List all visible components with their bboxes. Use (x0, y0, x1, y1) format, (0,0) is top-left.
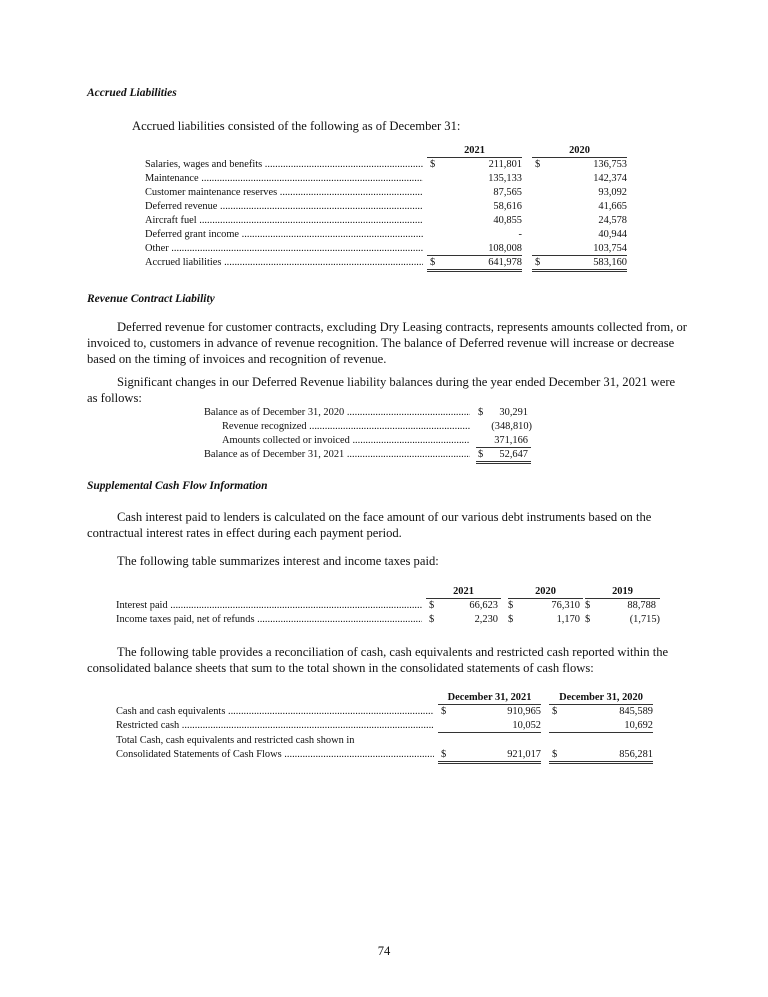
row-label: Salaries, wages and benefits ..... (145, 159, 423, 171)
value-dec-2020: 845,589 (619, 706, 653, 717)
value-dec-2020: 10,692 (624, 720, 653, 731)
row-label: Customer maintenance reserves ..... (145, 187, 423, 199)
row-label: Deferred grant income ..... (145, 229, 423, 241)
dollar-sign: $ (535, 159, 541, 170)
row-label: Income taxes paid, net of refunds ..... (116, 614, 422, 626)
dollar-sign: $ (429, 600, 435, 611)
cash-reconciliation-table (116, 692, 661, 767)
subtotal-rule (549, 732, 653, 733)
value-2020: 76,310 (551, 600, 580, 611)
dollar-sign: $ (508, 614, 514, 625)
accrued-liabilities-table (145, 145, 655, 280)
value-2020: 93,092 (598, 187, 627, 198)
total-double-rule (549, 761, 653, 764)
total-double-rule (476, 461, 531, 464)
total-dec-2020: 856,281 (619, 749, 653, 760)
subtotal-rule (476, 447, 531, 448)
interest-taxes-intro: The following table summarizes interest and income taxes paid: (117, 554, 439, 568)
row-value: (348,810) (491, 421, 532, 432)
row-label: Amounts collected or invoiced ..... (222, 435, 470, 447)
dollar-sign: $ (429, 614, 435, 625)
table-row (145, 173, 655, 185)
value-2019: 88,788 (627, 600, 656, 611)
column-header-2020: 2020 (532, 145, 627, 158)
revenue-contract-heading: Revenue Contract Liability (87, 293, 215, 305)
row-label: Balance as of December 31, 2020 ..... (204, 407, 470, 419)
accrued-intro-text: Accrued liabilities consisted of the following as of December 31: (132, 119, 461, 133)
value-2019: (1,715) (629, 614, 660, 625)
value-dec-2021: 10,052 (512, 720, 541, 731)
total-double-rule (532, 269, 627, 272)
dollar-sign: $ (552, 706, 558, 717)
value-dec-2021: 910,965 (507, 706, 541, 717)
row-label: Cash and cash equivalents ..... (116, 706, 434, 718)
value-2021: 108,008 (488, 243, 522, 254)
value-2020: 142,374 (593, 173, 627, 184)
value-2020: 24,578 (598, 215, 627, 226)
row-label: Other ..... (145, 243, 423, 255)
table-row-total (204, 449, 544, 461)
row-label: Revenue recognized ..... (222, 421, 470, 433)
value-2021: 135,133 (488, 173, 522, 184)
dollar-sign: $ (478, 407, 484, 418)
subtotal-rule (532, 255, 627, 256)
column-header-2021: 2021 (427, 145, 522, 158)
row-label: Total Cash, cash equivalents and restricted cash shown in (116, 735, 355, 746)
deferred-revenue-changes-paragraph: Significant changes in our Deferred Revenue liability balances during the year ended December 31, 2021 were as follows: (87, 375, 676, 405)
table-row-total (145, 257, 655, 269)
dollar-sign: $ (441, 749, 447, 760)
table-row (145, 215, 655, 227)
value-2020: 136,753 (593, 159, 627, 170)
cash-interest-paragraph: Cash interest paid to lenders is calculated on the face amount of our various debt instruments based on the contractual interest rates in effect during each payment period. (87, 510, 652, 540)
row-label: Restricted cash ..... (116, 720, 434, 732)
table-row (145, 159, 655, 171)
row-value: 371,166 (494, 435, 528, 446)
value-2020: 103,754 (593, 243, 627, 254)
total-2020: 583,160 (593, 257, 627, 268)
table-row (145, 201, 655, 213)
total-2021: 641,978 (488, 257, 522, 268)
table-row (145, 229, 655, 241)
column-header-2019: 2019 (585, 586, 660, 599)
table-row-label-line (116, 735, 661, 747)
value-2021: 40,855 (493, 215, 522, 226)
row-label: Consolidated Statements of Cash Flows ..... (116, 749, 434, 761)
value-2021: 87,565 (493, 187, 522, 198)
deferred-revenue-rollforward-table (204, 407, 544, 469)
row-label: Interest paid ..... (116, 600, 422, 612)
table-row (116, 600, 661, 612)
value-2020: 40,944 (598, 229, 627, 240)
interest-taxes-table (116, 586, 661, 626)
row-label: Aircraft fuel ..... (145, 215, 423, 227)
dollar-sign: $ (430, 257, 436, 268)
row-label: Balance as of December 31, 2021 ..... (204, 449, 470, 461)
subtotal-rule (427, 255, 522, 256)
dollar-sign: $ (585, 600, 591, 611)
column-header-dec-2021: December 31, 2021 (438, 692, 541, 705)
subtotal-rule (438, 732, 541, 733)
row-label: Deferred revenue ..... (145, 201, 423, 213)
value-2021: 58,616 (493, 201, 522, 212)
supplemental-cash-flow-heading: Supplemental Cash Flow Information (87, 480, 268, 492)
row-value: 52,647 (499, 449, 528, 460)
table-row (116, 720, 661, 732)
dollar-sign: $ (585, 614, 591, 625)
row-value: 30,291 (499, 407, 528, 418)
total-double-rule (438, 761, 541, 764)
value-2021: 211,801 (488, 159, 522, 170)
cash-reconciliation-paragraph: The following table provides a reconciliation of cash, cash equivalents and restricted cash reported within the consolidated balance sheets that sum to the total shown in the consolidated statements of cash flows: (87, 645, 669, 675)
table-row (116, 614, 661, 626)
column-header-dec-2020: December 31, 2020 (549, 692, 653, 705)
row-label: Maintenance ..... (145, 173, 423, 185)
dollar-sign: $ (478, 449, 484, 460)
dollar-sign: $ (508, 600, 514, 611)
table-row (204, 421, 544, 433)
total-dec-2021: 921,017 (507, 749, 541, 760)
table-row (204, 435, 544, 447)
table-row (204, 407, 544, 419)
column-header-2021: 2021 (426, 586, 501, 599)
column-header-2020: 2020 (508, 586, 583, 599)
value-2020: 41,665 (598, 201, 627, 212)
dollar-sign: $ (441, 706, 447, 717)
table-row (116, 706, 661, 718)
value-2021: - (518, 229, 522, 240)
revenue-contract-paragraph: Deferred revenue for customer contracts, excluding Dry Leasing contracts, represents amounts collected from, or invoiced to, customers in advance of revenue recognition. The balance of Deferred revenue will increase or decrease based on the timing of invoices and recognition of revenue. (87, 320, 687, 366)
table-row (145, 187, 655, 199)
dollar-sign: $ (430, 159, 436, 170)
row-label: Accrued liabilities ..... (145, 257, 423, 269)
total-double-rule (427, 269, 522, 272)
value-2021: 2,230 (474, 614, 498, 625)
accrued-liabilities-heading: Accrued Liabilities (87, 87, 177, 99)
page-number: 74 (377, 944, 391, 958)
table-row (145, 243, 655, 255)
value-2020: 1,170 (556, 614, 580, 625)
table-row-total (116, 749, 661, 761)
value-2021: 66,623 (469, 600, 498, 611)
dollar-sign: $ (535, 257, 541, 268)
dollar-sign: $ (552, 749, 558, 760)
